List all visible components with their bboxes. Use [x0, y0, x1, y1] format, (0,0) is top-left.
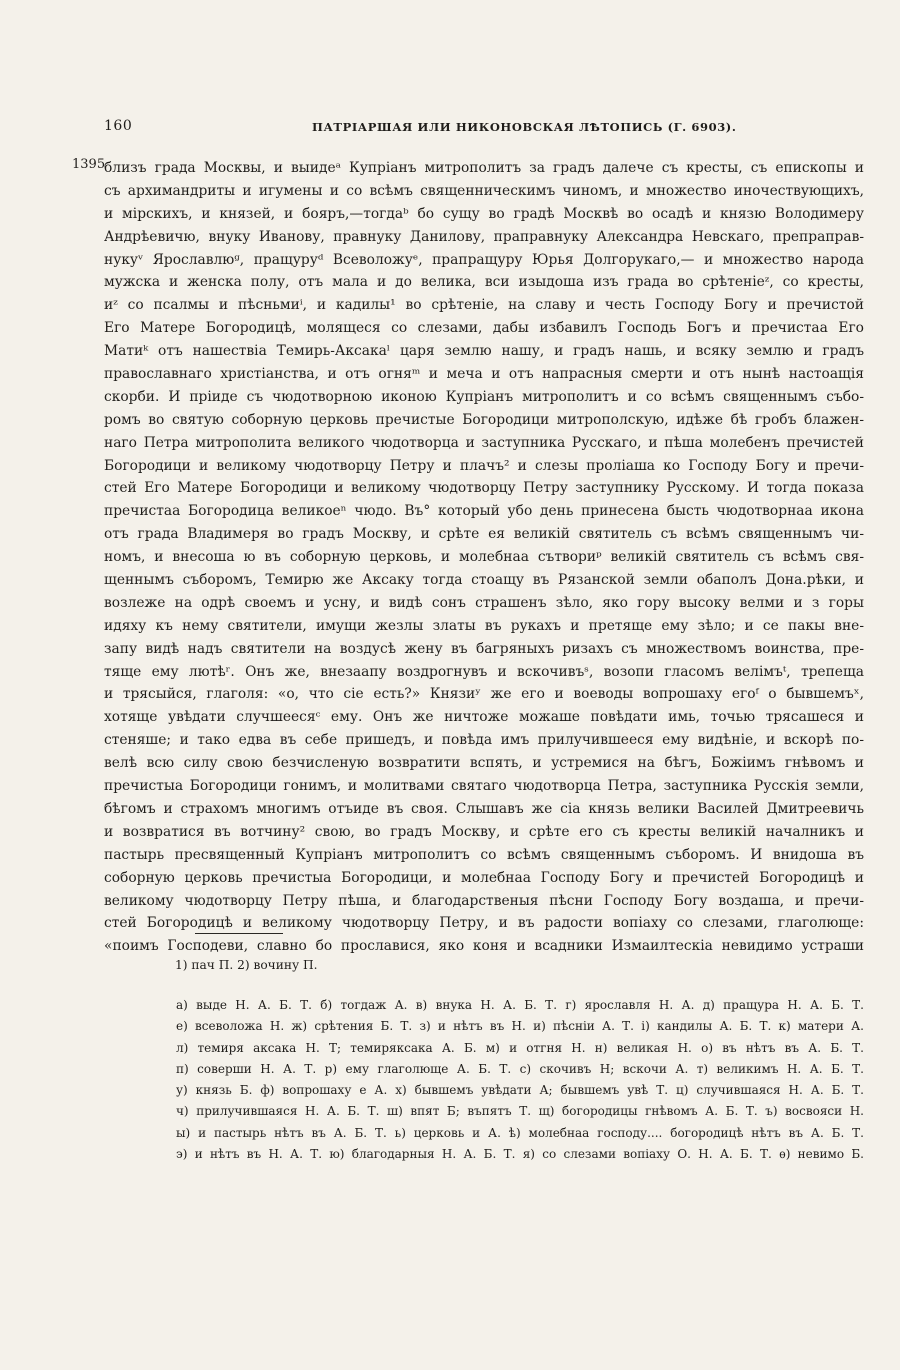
text-line: пречистаа Богородица великоеⁿ чюдо. Въ° который убо день принесена бысть чюдотворнаа икона: [104, 503, 864, 520]
text-line: и возвратися въ вотчину² свою, во градъ Москву, и срѣте его съ кресты великій началникъ и: [104, 823, 864, 840]
text-line: наго Петра митрополита великого чюдотворца и заступника Русскаго, и пѣша молебенъ пречистей: [104, 434, 864, 451]
text-line: Его Матере Богородицѣ, молящеся со слезами, дабы избавилъ Господь Богъ и пречистаа Его: [104, 320, 864, 337]
text-line: пречистыа Богородици гонимъ, и молитвами святаго чюдотворца Петра, заступника Русскія земли,: [104, 778, 864, 795]
text-line: и трясыйся, глаголя: «о, что сіе есть?» Князиʸ же его и воеводы вопрошаху егоᶠ о бывшемъˣ,: [104, 686, 864, 703]
footnote-line: у) князь Б. ф) вопрошаху е А. х) бывшемъ увѣдати А; бывшемъ увѣ Т. ц) случившаяся Н. А. Б. Т.: [176, 1083, 864, 1098]
text-line: «поимъ Господеви, славно бо прославися, яко коня и всадники Измаилтескіа невидимо устраши: [104, 938, 864, 955]
text-line: великому чюдотворцу Петру пѣша, и благодарственыя пѣсни Господу Богу воздаша, и пречи-: [104, 892, 864, 909]
footnote-line: э) и нѣтъ въ Н. А. Т. ю) благодарныя Н. А. Б. Т. я) со слезами вопіаху О. Н. А. Б. Т. ѳ) невимо Б.: [176, 1147, 864, 1162]
text-line: и мірскихъ, и князей, и бояръ,—тогдаᵇ бо сущу во градѣ Москвѣ во осадѣ и князю Володимеру: [104, 205, 864, 222]
text-line: нукуᵛ Ярославлюᵍ, пращуруᵈ Всеволожуᵉ, прапращуру Юрья Долгорукаго,— и множество народа: [104, 251, 864, 268]
text-line: стей Его Матере Богородици и великому чюдотворцу Петру заступнику Русскому. И тогда показа: [104, 480, 864, 497]
footnote-divider: [195, 933, 283, 934]
text-line: православнаго христіанства, и отъ огняᵐ и меча и отъ напрасныя смерти и отъ нынѣ настоащія: [104, 366, 864, 383]
text-line: Андрѣевичю, внуку Иванову, правнуку Данилову, праправнуку Александра Невскаго, препраправ-: [104, 228, 864, 245]
footnote-line: ч) прилучившаяся Н. А. Б. Т. ш) впят Б; въпятъ Т. щ) богородицы гнѣвомъ А. Б. Т. ъ) восвояси Н.: [176, 1104, 864, 1119]
text-line: тяще ему лютѣʳ. Онъ же, внезаапу воздрогнувъ и вскочивъˢ, возопи гласомъ велімъᵗ, трепеща: [104, 663, 864, 680]
text-line: стей Богородицѣ и великому чюдотворцу Петру, и въ радости вопіаху со слезами, глаголюще:: [104, 915, 864, 932]
text-line: номъ, и внесоша ю въ соборную церковь, и молебнаа сътвориᵖ великій святитель съ всѣмъ свя-: [104, 549, 864, 566]
text-line: бѣгомъ и страхомъ многимъ отъиде въ своя. Слышавъ же сіа князь велики Василей Дмитреевичь: [104, 800, 864, 817]
text-line: идяху къ нему святители, имущи жезлы златы въ рукахъ и претяще ему зѣло; и се пакы вне-: [104, 617, 864, 634]
text-line: отъ града Владимеря во градъ Москву, и срѣте ея великій святитель съ всѣмъ священнымъ чи-: [104, 526, 864, 543]
text-line: съ архимандриты и игумены и со всѣмъ священническимъ чиномъ, и множество иночествующихъ,: [104, 182, 864, 199]
text-line: мужска и женска полу, отъ мала и до велика, вси изыдоша изъ града во срѣтеніеᶻ, со кресты,: [104, 274, 864, 291]
text-line: хотяще увѣдати случшеесяᶜ ему. Онъ же ничтоже можаше повѣдати имь, точью трясашеся и: [104, 709, 864, 726]
page-header: [0, 118, 900, 142]
text-line: запу видѣ надъ святители на воздусѣ жену въ багряныхъ ризахъ съ множествомъ воинства, пре-: [104, 640, 864, 657]
page-number: 160: [104, 118, 133, 134]
footnote-line: а) выде Н. А. Б. Т. б) тогдаж А. в) внука Н. А. Б. Т. г) ярославля Н. А. д) пращура Н. А. Б. Т.: [176, 998, 864, 1012]
text-line: щеннымъ съборомъ, Темирю же Аксаку тогда стоащу въ Рязанской земли обаполъ Дона.рѣки, и: [104, 572, 864, 589]
text-line: иᶻ со псалмы и пѣсньмиⁱ, и кадилы¹ во срѣтеніе, на славу и честь Господу Богу и пречистой: [104, 297, 864, 314]
main-text: [104, 157, 864, 958]
text-line: ромъ во святую соборную церковь пречистые Богородици митрополскую, идѣже бѣ гробъ блажен-: [104, 411, 864, 428]
footnotes-lettered: [176, 995, 864, 1165]
text-line: Богородици и великому чюдотворцу Петру и плачъ² и слезы проліаша ко Господу Богу и пречи-: [104, 457, 864, 474]
text-line: Матиᵏ отъ нашествіа Темирь-Аксакаˡ царя землю нашу, и градъ нашь, и всяку землю и градъ: [104, 343, 864, 360]
text-line: велѣ всю силу свою безчисленую возвратити вспять, и устремися на бѣгъ, Божіимъ гнѣвомъ и: [104, 755, 864, 772]
margin-year: 1395: [72, 157, 106, 172]
running-title: ПАТРІАРШАЯ ИЛИ НИКОНОВСКАЯ ЛѢТОПИСЬ (Г. 6903).: [312, 120, 737, 134]
text-line: скорби. И пріиде съ чюдотворною иконою Купріанъ митрополитъ и со всѣмъ священнымъ събо-: [104, 388, 864, 405]
text-line: соборную церковь пречистыа Богородици, и молебнаа Господу Богу и пречистей Богородицѣ и: [104, 869, 864, 886]
footnote-line: ы) и пастырь нѣтъ въ А. Б. Т. ь) церковь и А. ѣ) молебнаа господу.... богородицѣ нѣтъ въ А. Б. Т.: [176, 1125, 864, 1140]
text-line: пастырь пресвященный Купріанъ митрополитъ со всѣмъ священнымъ съборомъ. И внидоша въ: [104, 846, 864, 863]
footnotes-numbered: 1) пач П. 2) вочину П.: [175, 958, 318, 972]
text-line: стеняше; и тако едва въ себе пришедъ, и повѣда имъ прилучившееся ему видѣніе, и вскорѣ по-: [104, 732, 864, 749]
footnote-line: е) всеволожа Н. ж) срѣтения Б. Т. з) и нѣтъ въ Н. и) пѣснiи А. Т. і) кандилы А. Б. Т. к) матери А.: [176, 1019, 864, 1034]
footnote-line: п) соверши Н. А. Т. р) ему глаголюще А. Б. Т. с) скочивъ Н; вскочи А. т) великимъ Н. А. Б. Т.: [176, 1061, 864, 1076]
text-line: возлеже на одрѣ своемъ и усну, и видѣ сонъ страшенъ зѣло, яко гору высоку велми и з горы: [104, 594, 864, 611]
text-line: близъ града Москвы, и выидеᵃ Купріанъ митрополитъ за градъ далече съ кресты, съ епископы и: [104, 160, 864, 176]
footnote-line: л) темиря аксака Н. Т; темиряксака А. Б. м) и отгня Н. н) великая Н. о) въ нѣтъ въ А. Б. Т.: [176, 1040, 864, 1055]
